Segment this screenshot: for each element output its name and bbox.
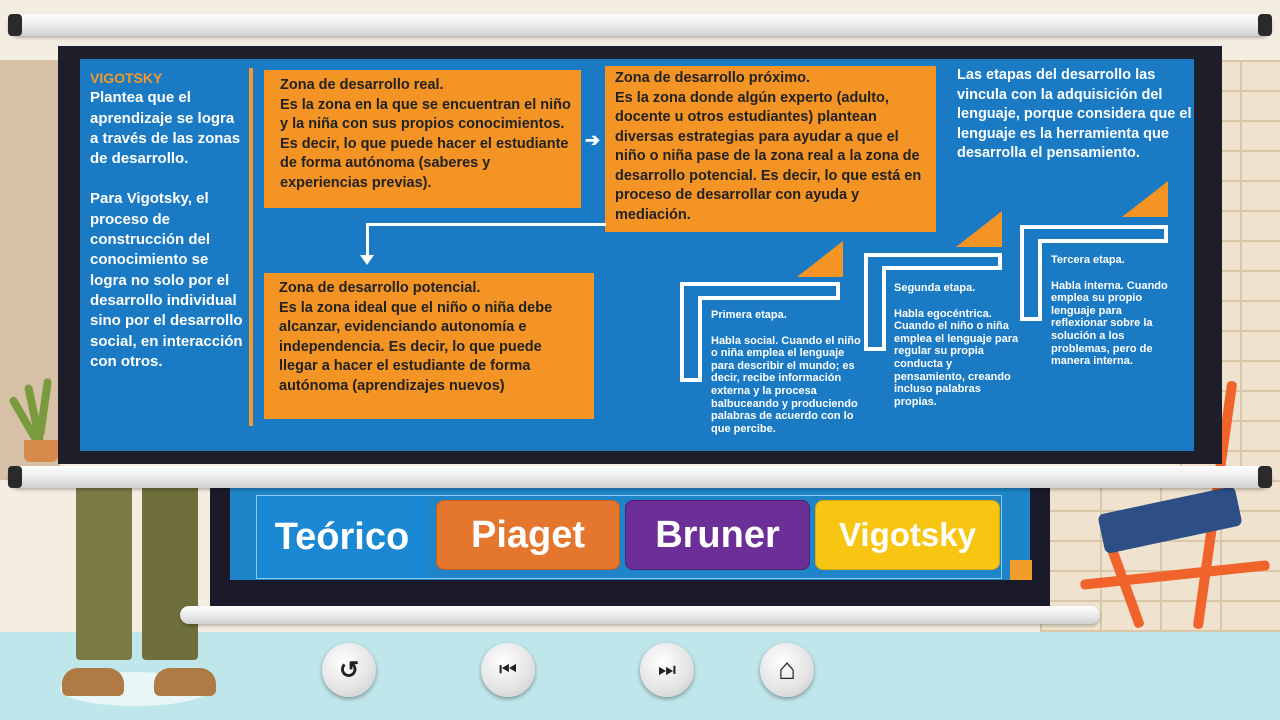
previous-button[interactable] <box>481 643 535 697</box>
zone-real-title: Zona de desarrollo real. <box>280 77 444 93</box>
stage-3-text <box>1051 254 1176 368</box>
arrow-right-icon: ➔ <box>585 130 601 150</box>
replay-button[interactable] <box>322 643 376 697</box>
stage-3-marker <box>1122 181 1168 217</box>
zone-potencial-title: Zona de desarrollo potencial. <box>279 280 481 296</box>
zone-real-box <box>264 70 581 208</box>
stage-3-body: Habla interna. Cuando emplea su propio lenguaje para reflexionar sobre la solución a los problemas, pero de manera interna. <box>1051 279 1168 368</box>
tab-piaget[interactable]: Piaget <box>436 500 620 570</box>
stage-1-title: Primera etapa. <box>711 309 787 321</box>
vigotsky-heading: VIGOTSKY <box>90 70 163 86</box>
vigotsky-summary <box>90 68 246 372</box>
zone-potencial-body: Es la zona ideal que el niño o niña debe alcanzar, evidenciando autonomía e independencia. Es decir, lo que puede llegar a hacer el estudiante de forma autónoma (aprendizajes nuevos) <box>279 299 553 394</box>
stage-3-title: Tercera etapa. <box>1051 254 1125 266</box>
screen-top-roller <box>8 14 1272 36</box>
zone-proximo-box <box>605 66 936 232</box>
zone-proximo-title: Zona de desarrollo próximo. <box>615 70 810 86</box>
home-icon: ⌂ <box>777 653 797 686</box>
person-illustration <box>62 480 212 680</box>
zone-proximo-body: Es la zona donde algún experto (adulto, docente u otros estudiantes) plantean diversas estrategias para ayudar a que el niño o niña pase de la zona real a la zona de desarrollo potencial. Es decir, lo que está en proceso de desarrollar con ayuda y mediación. <box>615 89 922 223</box>
tab-teorico[interactable]: Teórico <box>258 496 426 578</box>
vigotsky-paragraph-1: Plantea que el aprendizaje se logra a través de las zonas de desarrollo. <box>90 89 241 168</box>
home-button[interactable] <box>760 643 814 697</box>
tab-bruner[interactable]: Bruner <box>625 500 810 570</box>
stage-1-text <box>711 309 861 435</box>
column-divider <box>249 68 253 426</box>
zone-real-body: Es la zona en la que se encuentran el niño y la niña con sus propios conocimientos. Es decir, lo que puede hacer el estudiante de forma autónoma (saberes y experiencias previas). <box>280 96 571 191</box>
stage-2-title: Segunda etapa. <box>894 282 976 294</box>
screen-bottom-roller <box>8 466 1272 488</box>
tab-vigotsky[interactable]: Vigotsky <box>815 500 1000 570</box>
next-button[interactable] <box>640 643 694 697</box>
monitor-accent <box>1010 560 1032 580</box>
stage-2-marker <box>956 211 1002 247</box>
stage-2-body: Habla egocéntrica. Cuando el niño o niña emplea el lenguaje para regular su propia conducta y pensamiento, creando incluso palabras propias. <box>894 307 1019 408</box>
stages-intro: Las etapas del desarrollo las vincula con la adquisición del lenguaje, porque considera que el lenguaje es la herramienta que desarrolla el pensamiento. <box>957 67 1192 161</box>
zone-potencial-box <box>264 273 594 419</box>
replay-icon: ↺ <box>338 656 360 684</box>
skip-next-icon: ⏭ <box>658 658 676 681</box>
lower-roller <box>180 606 1100 624</box>
vigotsky-paragraph-2: Para Vigotsky, el proceso de construcción del conocimiento se logra no solo por el desarrollo individual sino por el desarrollo social, en interacción con otros. <box>90 190 243 370</box>
stage-1-body: Habla social. Cuando el niño o niña emplea el lenguaje para describir el mundo; es decir, recibe información externa y la procesa balbuceando y produciendo palabras de acuerdo con lo que percibe. <box>711 334 861 435</box>
stage-2-text <box>894 282 1022 408</box>
stage-1-marker <box>797 241 843 277</box>
skip-previous-icon: ⏮ <box>499 658 517 681</box>
